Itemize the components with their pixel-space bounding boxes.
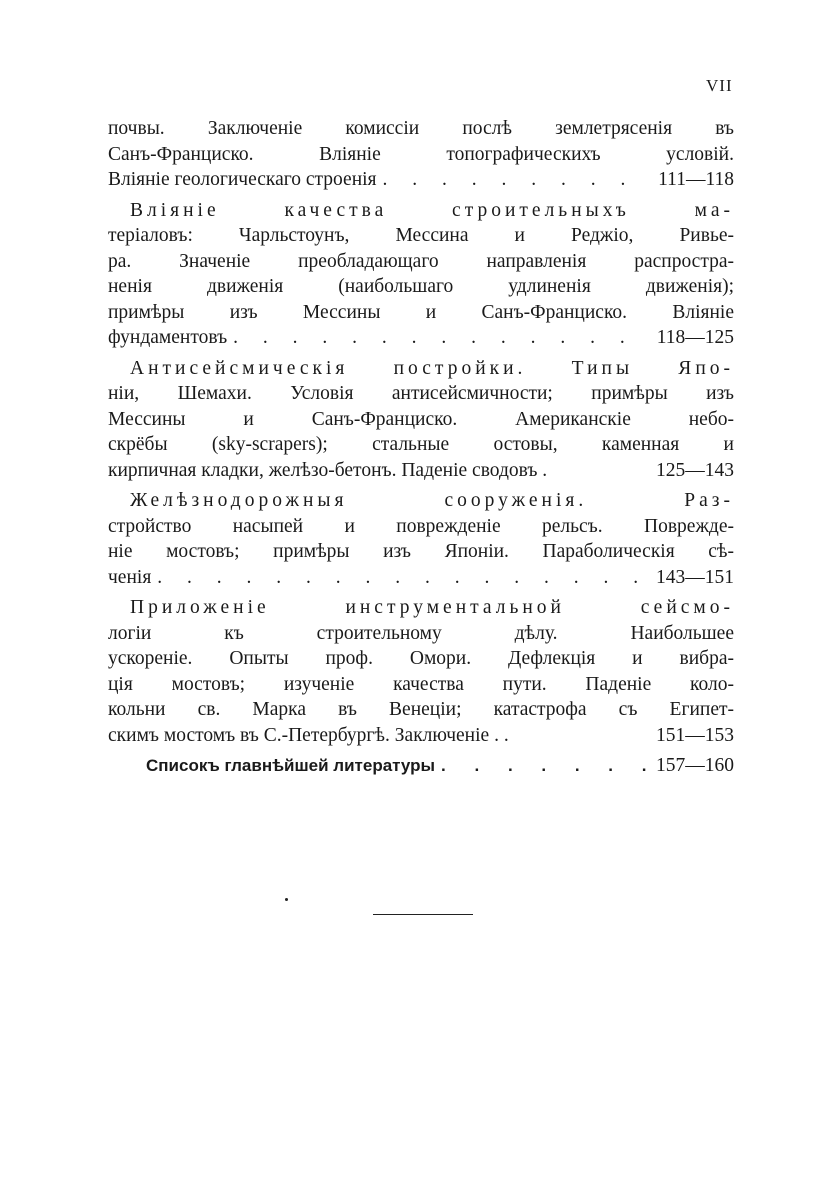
page-range: 143—151: [656, 566, 734, 588]
entry-last-line: [108, 458, 734, 484]
entry-line: ція мостовъ; изученіе качества пути. Паденіе коло-: [108, 673, 734, 695]
entry-line: ненія движенія (наибольшаго удлиненія движенія);: [108, 276, 734, 297]
page-range: 157—160: [656, 755, 734, 776]
entry-line: кольни св. Марка въ Венеціи; катастрофа съ Египет-: [108, 699, 734, 720]
entry-heading-line: Вліяніе качества строительныхъ ма-: [130, 199, 734, 221]
dot-leader: [435, 753, 648, 779]
dot-leader: [151, 565, 648, 591]
dot-leader: [227, 325, 649, 351]
closing-rule: [373, 914, 473, 915]
entry-line: ра. Значеніе преобладающаго направленія распростра-: [108, 250, 734, 272]
literature-line: [108, 753, 734, 779]
entry-line: ускореніе. Опыты проф. Омори. Дефлекція и вибра-: [108, 648, 734, 669]
page-number: VII: [706, 76, 733, 95]
entry-last-text: скимъ мостомъ въ С.-Петербургѣ. Заключеніе . .: [108, 724, 509, 746]
entry-last-line: [108, 325, 734, 351]
entry-last-text: Вліяніе геологическаго строенія: [108, 169, 377, 190]
entry-last-line: [108, 167, 734, 193]
entry-last-text: ченія: [108, 566, 152, 588]
entry-heading-line: Желѣзнодорожныя сооруженія. Раз-: [130, 490, 734, 511]
entry-line: логіи къ строительному дѣлу. Наибольшее: [108, 622, 734, 644]
toc-entry-railway-structures: [108, 488, 734, 590]
entry-heading-line: Приложеніе инструментальной сейсмо-: [130, 597, 734, 618]
toc-entry-soil-conclusion: [108, 116, 734, 193]
entry-heading-line: Антисейсмическія постройки. Типы Япо-: [130, 357, 734, 379]
dot-leader: [377, 167, 651, 193]
literature-label: Списокъ главнѣйшей литературы: [146, 756, 436, 775]
stray-dot: [285, 898, 288, 901]
entry-last-line: [108, 565, 734, 591]
entry-last-line: [108, 723, 734, 749]
toc-entry-building-materials: [108, 198, 734, 351]
entry-line: скрёбы (sky-scrapers); стальные остовы, каменная и: [108, 434, 734, 455]
entry-line: Санъ-Франциско. Вліяніе топографическихъ условій.: [108, 143, 734, 165]
entry-line: ніи, Шемахи. Условія антисейсмичности; примѣры изъ: [108, 383, 734, 404]
entry-last-text: кирпичная кладки, желѣзо-бетонъ. Паденіе сводовъ .: [108, 459, 548, 481]
table-of-contents: [108, 116, 734, 779]
entry-line: Мессины и Санъ-Франциско. Американскіе небо-: [108, 408, 734, 430]
entry-line: теріаловъ: Чарльстоунъ, Мессина и Реджіо, Ривье-: [108, 225, 734, 246]
entry-line: почвы. Заключеніе комиссіи послѣ землетрясенія въ: [108, 118, 734, 139]
toc-entry-instrumental-seismology: [108, 595, 734, 748]
entry-line: стройство насыпей и поврежденіе рельсъ. Поврежде-: [108, 515, 734, 537]
page-range: 151—153: [656, 724, 734, 746]
page-range: 118—125: [656, 327, 734, 348]
toc-entry-literature: [108, 753, 734, 779]
page-range: 111—118: [658, 169, 734, 190]
entry-line: ніе мостовъ; примѣры изъ Японіи. Параболическія сѣ-: [108, 541, 734, 562]
entry-last-text: фундаментовъ: [108, 327, 228, 348]
toc-entry-antiseismic-buildings: [108, 356, 734, 484]
page-range: 125—143: [656, 459, 734, 481]
entry-line: примѣры изъ Мессины и Санъ-Франциско. Вліяніе: [108, 301, 734, 323]
